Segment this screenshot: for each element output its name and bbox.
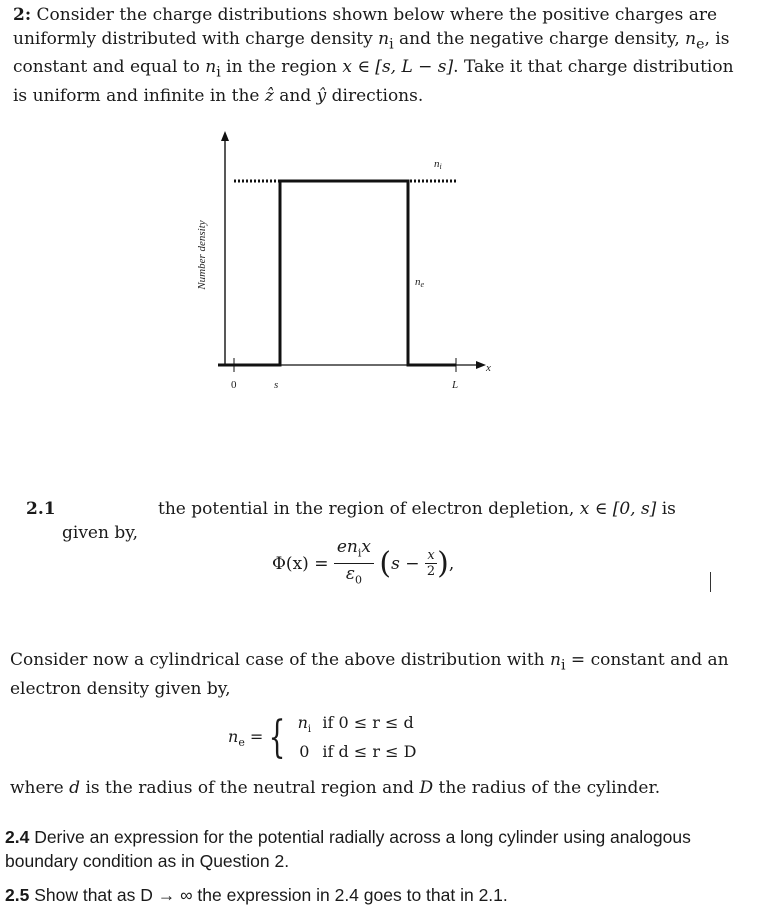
- cyl-text-a: Consider now a cylindrical case of the above distribution with: [10, 650, 551, 670]
- intro-text-a: Consider the charge distributions shown below where the positive charges are uniformly distributed with charge density: [13, 5, 718, 49]
- eq2-lhs-sub: e: [238, 735, 245, 749]
- var-d: d: [69, 778, 81, 798]
- intro-text-e: . Take it that charge distribution is uniform and infinite in the: [13, 57, 734, 107]
- cylindrical-intro: [10, 648, 750, 701]
- eq-s: s −: [391, 553, 420, 574]
- eq2-lhs: n: [228, 726, 239, 746]
- where-a: where: [10, 778, 70, 798]
- problem-number: 2:: [13, 5, 32, 25]
- x-axis-label: x: [486, 362, 491, 374]
- case-row-2: [291, 741, 416, 763]
- section-2-1-text-cont: given by,: [62, 523, 138, 543]
- eq-num: en: [336, 537, 358, 557]
- case-row-1: [291, 712, 416, 741]
- question-2-4-text: Derive an expression for the potential radially across a long cylinder using analogous boundary condition as in Question 2.: [5, 827, 691, 871]
- question-2-5-number: 2.5: [5, 885, 30, 905]
- section-number-2-1: 2.1: [26, 499, 56, 519]
- where-c: the radius of the cylinder.: [433, 778, 661, 798]
- question-2-4-number: 2.4: [5, 827, 30, 847]
- sub-e: e: [696, 35, 705, 52]
- tick-L-label: L: [452, 379, 459, 391]
- sub-i: i: [216, 64, 221, 81]
- cases: [291, 712, 416, 763]
- sub-i: i: [561, 657, 566, 674]
- region-expr: x ∈ [0, s]: [579, 499, 657, 519]
- y-axis-arrow-icon: [221, 131, 229, 141]
- yhat-symbol: ŷ: [316, 86, 327, 107]
- left-brace: {: [268, 711, 286, 763]
- eq-frac-den: 2: [426, 564, 436, 580]
- eq-num-x: x: [361, 537, 371, 557]
- eq-end: ,: [448, 553, 455, 574]
- problem-intro: [13, 4, 753, 109]
- question-2-5: [5, 885, 755, 906]
- tick-0-label: 0: [231, 379, 237, 391]
- question-2-5-text: Show that as D → ∞ the expression in 2.4 goes to that in 2.1.: [29, 885, 508, 905]
- where-b: is the radius of the neutral region and: [80, 778, 420, 798]
- case1-val: n: [297, 713, 308, 732]
- sec-text-b: is: [656, 499, 676, 519]
- text-cursor: [710, 572, 711, 592]
- potential-equation: [272, 537, 454, 589]
- eq-fraction: [334, 537, 374, 591]
- eq-den-sub: 0: [354, 573, 362, 587]
- eq-lhs: Φ(x) =: [272, 553, 329, 574]
- cyl-text-b: = constant and an electron density given by,: [10, 650, 729, 700]
- case1-cond: if 0 ≤ r ≤ d: [322, 713, 414, 732]
- var-n: n: [378, 28, 390, 49]
- region-expr: x ∈ [s, L − s]: [342, 57, 454, 78]
- sec-text-a: the potential in the region of electron depletion,: [158, 499, 580, 519]
- intro-text-g: directions.: [326, 86, 424, 107]
- ne-label: ne: [415, 276, 425, 289]
- var-D: D: [419, 778, 434, 798]
- var-n: n: [685, 28, 697, 49]
- x-axis-arrow-icon: [476, 361, 486, 369]
- y-axis-label: Number density: [196, 220, 208, 290]
- number-density-figure: [150, 125, 520, 395]
- tick-s-label: s: [274, 379, 279, 391]
- question-2-4: [5, 825, 755, 873]
- section-2-1-text: [158, 499, 676, 519]
- eq-frac-num: x: [427, 548, 435, 564]
- intro-text-d: in the region: [220, 57, 343, 78]
- right-paren: ): [437, 545, 449, 581]
- var-n: n: [550, 650, 561, 670]
- intro-text-b: and the negative charge density,: [393, 28, 686, 49]
- eq-num-sub: i: [357, 546, 362, 560]
- case2-cond: if d ≤ r ≤ D: [322, 742, 417, 762]
- intro-text-f: and: [273, 86, 317, 107]
- case1-val-sub: i: [307, 724, 312, 736]
- left-paren: (: [379, 545, 392, 581]
- eq-small-fraction: [425, 548, 437, 579]
- zhat-symbol: ẑ: [264, 86, 274, 107]
- electron-density-equation: [228, 712, 416, 762]
- sub-i: i: [389, 35, 394, 52]
- ni-label: ni: [434, 158, 442, 171]
- intro-text-c: , is constant and equal to: [13, 28, 730, 78]
- where-statement: [10, 778, 660, 798]
- eq-den: ε: [345, 564, 355, 585]
- case2-val: 0: [299, 742, 310, 762]
- var-n: n: [205, 57, 217, 78]
- eq2-equals: =: [249, 726, 264, 746]
- electron-density-curve: [218, 181, 456, 365]
